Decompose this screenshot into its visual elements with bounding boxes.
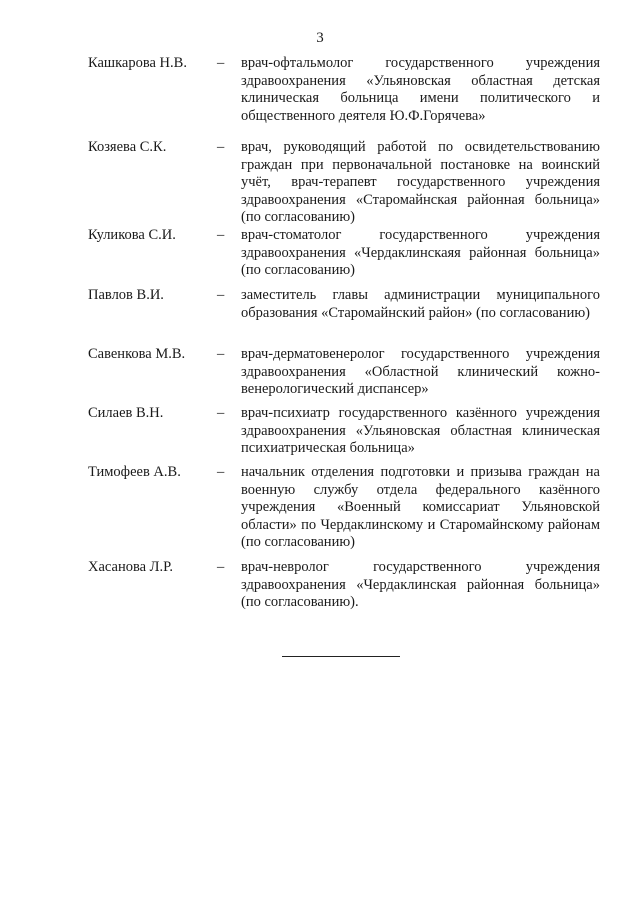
separator-dash: – bbox=[217, 139, 225, 155]
list-item bbox=[0, 346, 640, 405]
member-position: врач-стоматолог государственного учреждения здравоохранения «Чердаклинскаяя районная больница» (по согласованию) bbox=[241, 227, 600, 278]
member-name: Павлов В.И. bbox=[88, 287, 164, 303]
member-position: заместитель главы администрации муниципального образования «Старомайнский район» (по согласованию) bbox=[241, 287, 600, 321]
member-name: Савенкова М.В. bbox=[88, 346, 186, 362]
member-position: врач-невролог государственного учреждения здравоохранения «Чердаклинская районная больница» (по согласованию). bbox=[241, 559, 600, 610]
list-item bbox=[0, 405, 640, 464]
member-position: врач, руководящий работой по освидетельствованию граждан при первоначальной постановке на воинский учёт, врач-терапевт государственного учреждения здравоохранения «Старомайнская районная больница» (по согласованию) bbox=[241, 139, 600, 225]
separator-dash: – bbox=[217, 464, 225, 480]
list-item bbox=[0, 287, 640, 346]
separator-dash: – bbox=[217, 559, 225, 575]
list-item bbox=[0, 464, 640, 559]
separator-dash: – bbox=[217, 405, 225, 421]
separator-dash: – bbox=[217, 55, 225, 71]
list-item bbox=[0, 55, 640, 124]
member-position: врач-офтальмолог государственного учреждения здравоохранения «Ульяновская областная детская клиническая больница имени политического и общественного деятеля Ю.Ф.Горячева» bbox=[241, 55, 600, 124]
member-position: врач-психиатр государственного казённого учреждения здравоохранения «Ульяновская областная клиническая психиатрическая больница» bbox=[241, 405, 600, 456]
member-name: Хасанова Л.Р. bbox=[88, 559, 174, 575]
list-item bbox=[0, 139, 640, 227]
separator-dash: – bbox=[217, 346, 225, 362]
member-position: врач-дерматовенеролог государственного учреждения здравоохранения «Областной клинический кожно-венерологический диспансер» bbox=[241, 346, 600, 397]
member-list bbox=[0, 55, 640, 619]
list-item bbox=[0, 227, 640, 287]
separator-dash: – bbox=[217, 287, 225, 303]
separator-dash: – bbox=[217, 227, 225, 243]
member-name: Козяева С.К. bbox=[88, 139, 167, 155]
member-position: начальник отделения подготовки и призыва граждан на военную службу отдела федерального казённого учреждения «Военный комиссариат Ульяновской области» по Чердаклинскому и Старомайнскому районам (по согласованию) bbox=[241, 464, 600, 550]
member-name: Куликова С.И. bbox=[88, 227, 176, 243]
member-name: Кашкарова Н.В. bbox=[88, 55, 187, 71]
page-number: 3 bbox=[316, 30, 324, 46]
member-name: Тимофеев А.В. bbox=[88, 464, 181, 480]
closing-divider bbox=[282, 656, 400, 657]
list-item bbox=[0, 559, 640, 619]
member-name: Силаев В.Н. bbox=[88, 405, 164, 421]
